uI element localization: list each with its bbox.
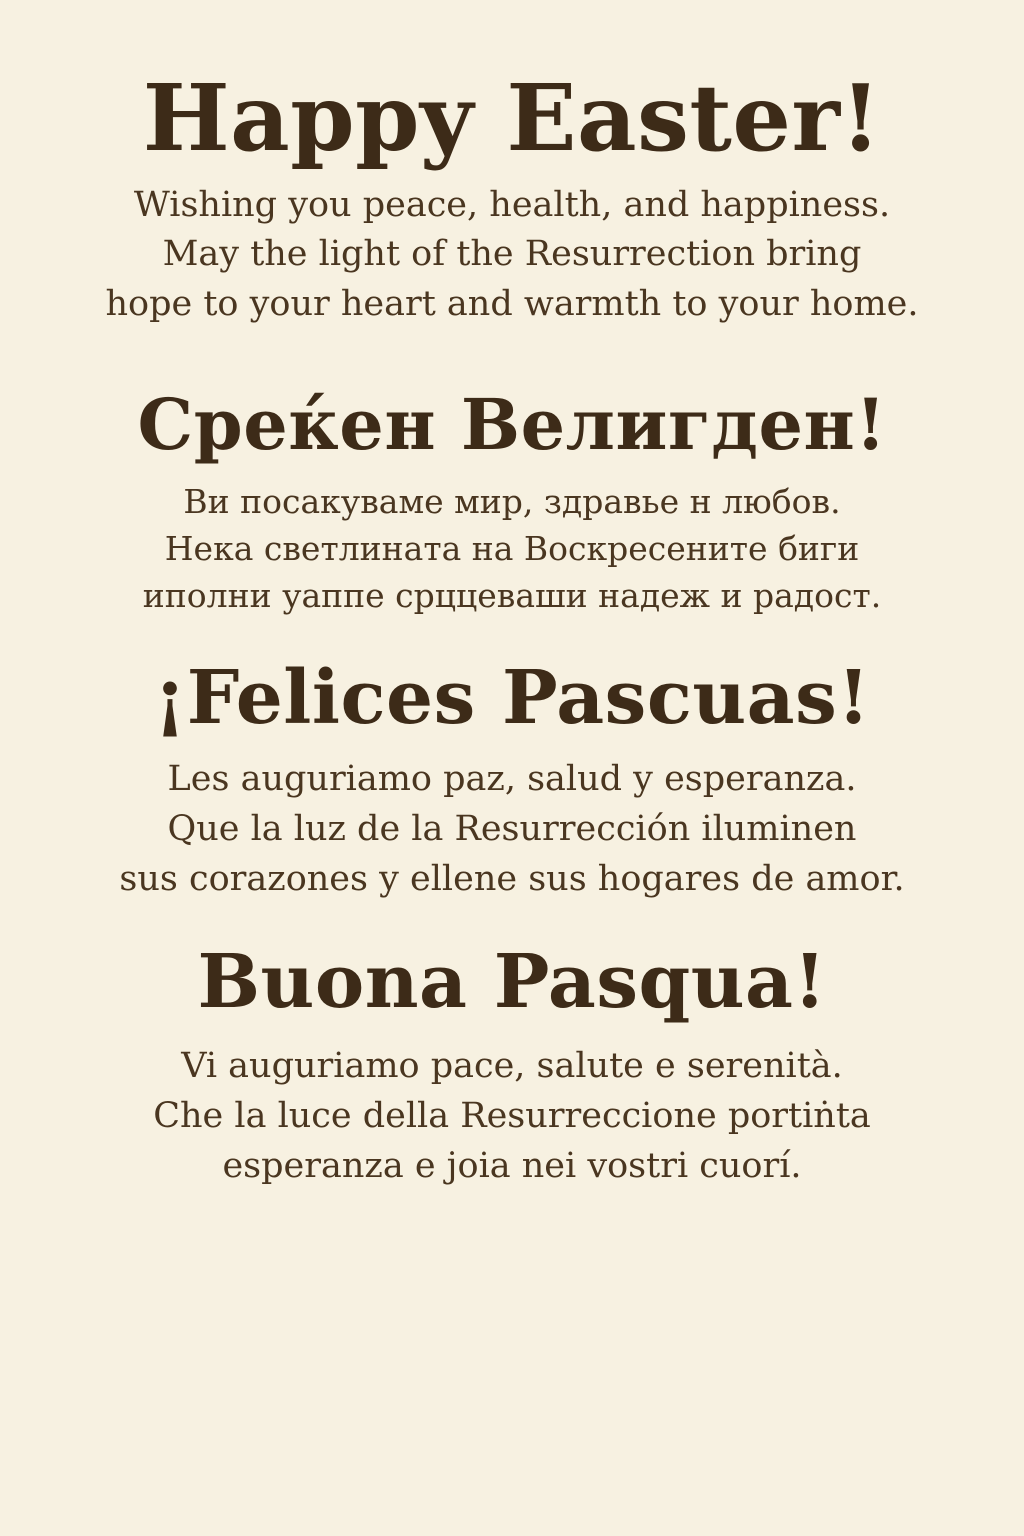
message-line: May the light of the Resurrection bring [162, 234, 862, 275]
greeting-block-italian [40, 939, 984, 1191]
message-line: Ви посакуваме мир, здравье н любов. [183, 482, 841, 522]
message-line: Che la luce della Resurreccione portiṅta [153, 1095, 871, 1136]
heading-macedonian: Среќен Велигден! [137, 382, 887, 466]
message-macedonian [40, 479, 984, 620]
greeting-block-macedonian [40, 382, 984, 620]
message-line: Wishing you peace, health, and happiness. [133, 184, 891, 225]
message-line: Les auguriamo paz, salud y esperanza. [167, 759, 857, 800]
message-line: Нека светлината на Воскресените биги [164, 529, 860, 569]
message-line: sus corazones y ellene sus hogares de amor. [119, 858, 905, 899]
message-english [40, 181, 984, 330]
message-line: Que la luz de la Resurrección iluminen [167, 809, 857, 850]
heading-english: Happy Easter! [142, 64, 882, 172]
greeting-block-english [40, 64, 984, 330]
heading-spanish: ¡Felices Pascuas! [153, 654, 871, 741]
message-line: esperanza e joia nei vostri cuorí. [222, 1145, 802, 1186]
message-line: Vi auguriamo pace, salute e serenità. [181, 1046, 843, 1087]
heading-italian: Buona Pasqua! [197, 939, 827, 1026]
message-line: hope to your heart and warmth to your home. [105, 283, 919, 324]
message-italian [40, 1042, 984, 1191]
message-line: иполни уаппе срццеваши надеж и радост. [142, 575, 882, 615]
greeting-block-spanish [40, 654, 984, 905]
message-spanish [40, 755, 984, 904]
